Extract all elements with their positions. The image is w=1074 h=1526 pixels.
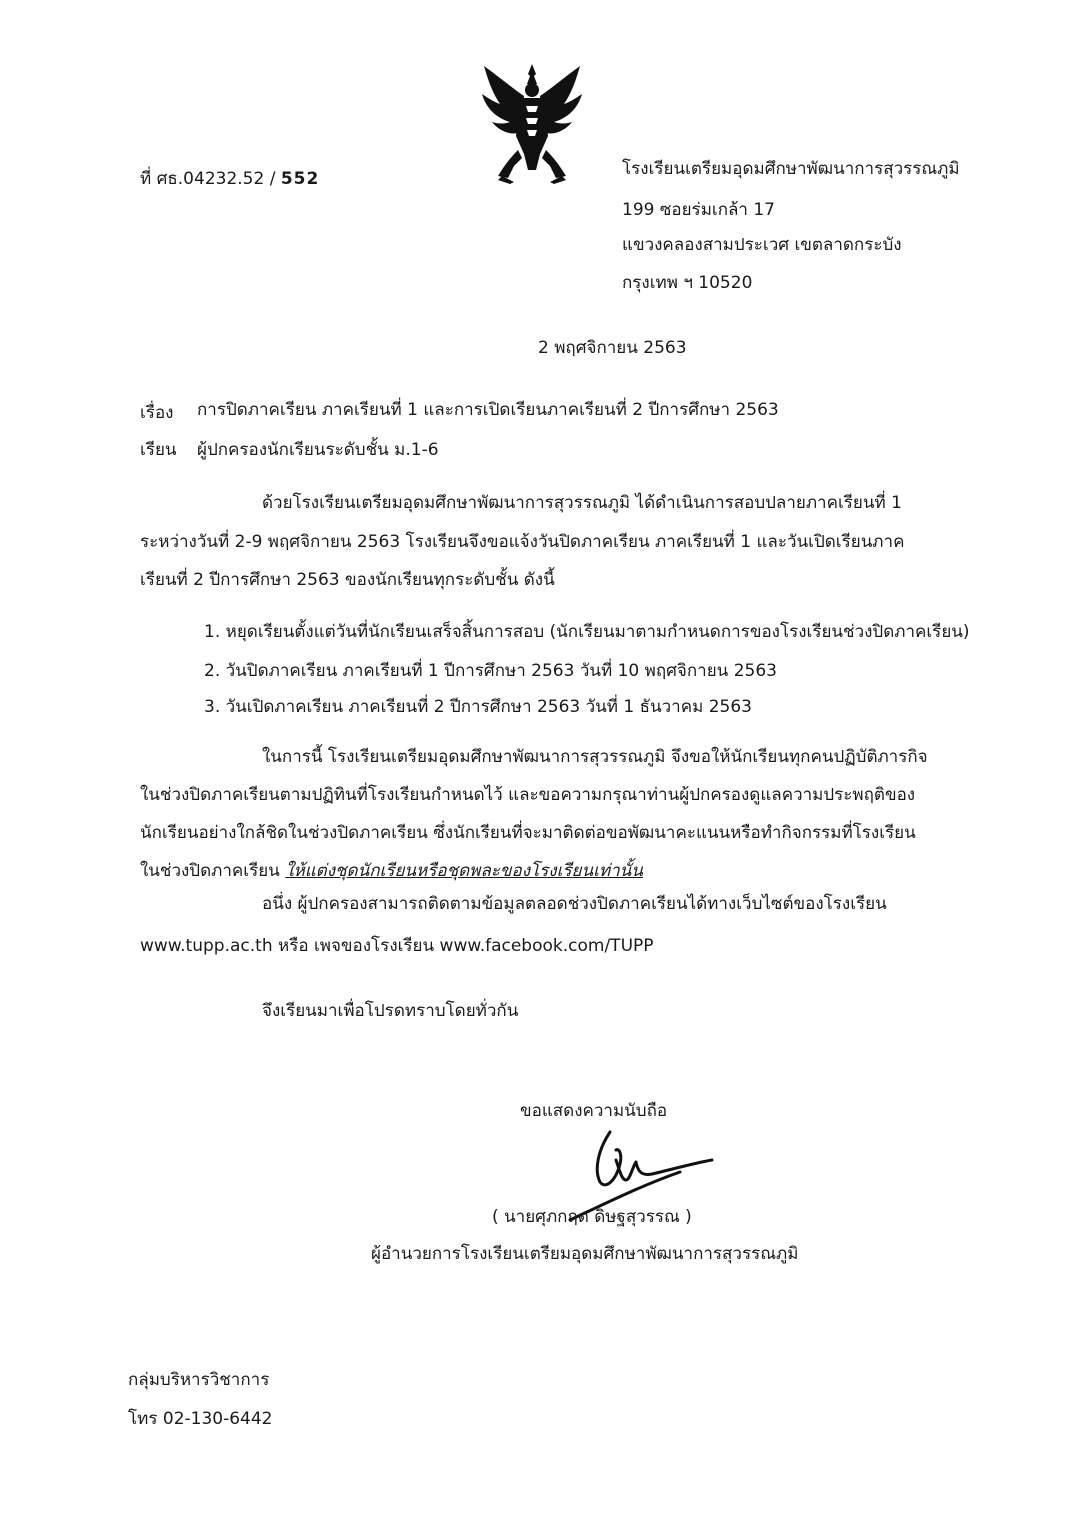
list-item: 2. วันปิดภาคเรียน ภาคเรียนที่ 1 ปีการศึกษา 2563 วันที่ 10 พฤศจิกายน 2563 (204, 661, 777, 681)
garuda-emblem-icon (474, 58, 590, 186)
paragraph3-line2: www.tupp.ac.th หรือ เพจของโรงเรียน www.facebook.com/TUPP (140, 936, 654, 956)
paragraph2-line1: ในการนี้ โรงเรียนเตรียมอุดมศึกษาพัฒนาการสุวรรณภูมิ จึงขอให้นักเรียนทุกคนปฏิบัติภารกิจ (262, 747, 928, 767)
uniform-requirement-emphasis: ให้แต่งชุดนักเรียนหรือชุดพละของโรงเรียนเท่านั้น (285, 861, 643, 881)
sender-name: โรงเรียนเตรียมอุดมศึกษาพัฒนาการสุวรรณภูมิ (622, 159, 960, 179)
paragraph1-line3: เรียนที่ 2 ปีการศึกษา 2563 ของนักเรียนทุกระดับชั้น ดังนี้ (140, 570, 555, 590)
signer-title: ผู้อำนวยการโรงเรียนเตรียมอุดมศึกษาพัฒนาการสุวรรณภูมิ (371, 1244, 799, 1264)
document-number (140, 165, 319, 192)
paragraph2-line4 (140, 857, 643, 884)
recipient-text: ผู้ปกครองนักเรียนระดับชั้น ม.1-6 (197, 440, 439, 460)
document-number-handwritten: 552 (280, 169, 320, 189)
paragraph2-line3: นักเรียนอย่างใกล้ชิดในช่วงปิดภาคเรียน ซึ่งนักเรียนที่จะมาติดต่อขอพัฒนาคะแนนหรือทำกิจกรรมที่โรงเรียน (140, 823, 916, 843)
paragraph2-line2: ในช่วงปิดภาคเรียนตามปฏิทินที่โรงเรียนกำหนดไว้ และขอความกรุณาท่านผู้ปกครองดูแลความประพฤติของ (140, 785, 916, 805)
sender-address-line2: แขวงคลองสามประเวศ เขตลาดกระบัง (622, 235, 902, 255)
paragraph1-line2: ระหว่างวันที่ 2-9 พฤศจิกายน 2563 โรงเรียนจึงขอแจ้งวันปิดภาคเรียน ภาคเรียนที่ 1 และวันเปิดเรียนภาค (140, 532, 905, 552)
closing-line: จึงเรียนมาเพื่อโปรดทราบโดยทั่วกัน (262, 1001, 519, 1021)
document-number-prefix: ที่ ศธ.04232.52 / (140, 169, 281, 189)
paragraph1-line1: ด้วยโรงเรียนเตรียมอุดมศึกษาพัฒนาการสุวรรณภูมิ ได้ดำเนินการสอบปลายภาคเรียนที่ 1 (262, 493, 902, 513)
signer-name: ( นายศุภกฤต ดิษฐสุวรรณ ) (492, 1207, 692, 1227)
sender-address-line1: 199 ซอยร่มเกล้า 17 (622, 200, 775, 220)
list-item: 3. วันเปิดภาคเรียน ภาคเรียนที่ 2 ปีการศึกษา 2563 วันที่ 1 ธันวาคม 2563 (204, 697, 752, 717)
list-item: 1. หยุดเรียนตั้งแต่วันที่นักเรียนเสร็จสิ้นการสอบ (นักเรียนมาตามกำหนดการของโรงเรียนช่วงปิดภาคเรียน) (204, 622, 970, 642)
footer-department: กลุ่มบริหารวิชาการ (128, 1370, 270, 1390)
letter-date: 2 พฤศจิกายน 2563 (538, 338, 687, 358)
recipient-label: เรียน (140, 440, 177, 460)
paragraph3-line1: อนึ่ง ผู้ปกครองสามารถติดตามข้อมูลตลอดช่วงปิดภาคเรียนได้ทางเว็บไซต์ของโรงเรียน (262, 894, 887, 914)
footer-phone: โทร 02-130-6442 (128, 1409, 273, 1429)
subject-label: เรื่อง (140, 403, 174, 423)
regards-text: ขอแสดงความนับถือ (520, 1101, 668, 1121)
paragraph2-line4-text: ในช่วงปิดภาคเรียน (140, 861, 286, 881)
subject-text: การปิดภาคเรียน ภาคเรียนที่ 1 และการเปิดเรียนภาคเรียนที่ 2 ปีการศึกษา 2563 (197, 400, 779, 420)
sender-address-line3: กรุงเทพ ฯ 10520 (622, 273, 753, 293)
